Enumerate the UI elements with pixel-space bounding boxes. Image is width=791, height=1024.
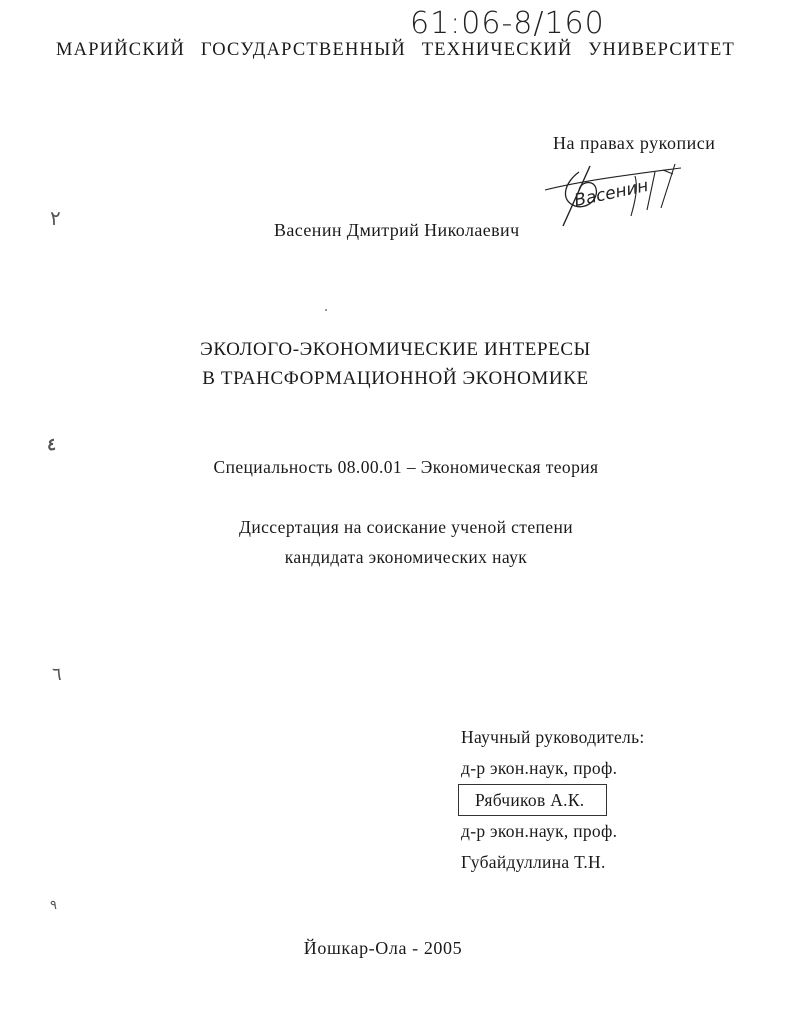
handwritten-archive-code: 61:06-8/160 xyxy=(410,6,605,41)
advisor-2-name: Губайдуллина Т.Н. xyxy=(461,852,606,872)
university-name: МАРИЙСКИЙ ГОСУДАРСТВЕННЫЙ ТЕХНИЧЕСКИЙ УНИВЕРСИТЕТ xyxy=(55,40,735,60)
margin-mark: ٢ xyxy=(50,208,61,230)
degree-line-1: Диссертация на соискание ученой степени xyxy=(239,517,573,537)
author-name: Васенин Дмитрий Николаевич xyxy=(274,220,520,240)
city-year: Йошкар-Ола - 2005 xyxy=(303,938,463,958)
svg-text:Васенин: Васенин xyxy=(572,175,651,212)
dissertation-title-line-2: В ТРАНСФОРМАЦИОННОЙ ЭКОНОМИКЕ xyxy=(202,368,589,389)
dissertation-title-line-1: ЭКОЛОГО-ЭКОНОМИЧЕСКИЕ ИНТЕРЕСЫ xyxy=(200,339,591,360)
margin-mark: ٦ xyxy=(52,664,62,684)
advisor-1-name: Рябчиков А.К. xyxy=(458,784,607,816)
margin-mark: ٩ xyxy=(50,897,57,912)
speck xyxy=(325,309,327,311)
advisors-block xyxy=(461,722,645,878)
specialty: Специальность 08.00.01 – Экономическая теория xyxy=(213,457,599,477)
author-signature xyxy=(535,160,685,232)
manuscript-note: На правах рукописи xyxy=(553,133,716,153)
margin-mark: ٤ xyxy=(47,435,57,454)
advisor-heading: Научный руководитель: xyxy=(461,727,645,747)
advisor-2-degree: д-р экон.наук, проф. xyxy=(461,821,618,841)
advisor-1-degree: д-р экон.наук, проф. xyxy=(461,758,618,778)
degree-line-2: кандидата экономических наук xyxy=(284,547,528,567)
